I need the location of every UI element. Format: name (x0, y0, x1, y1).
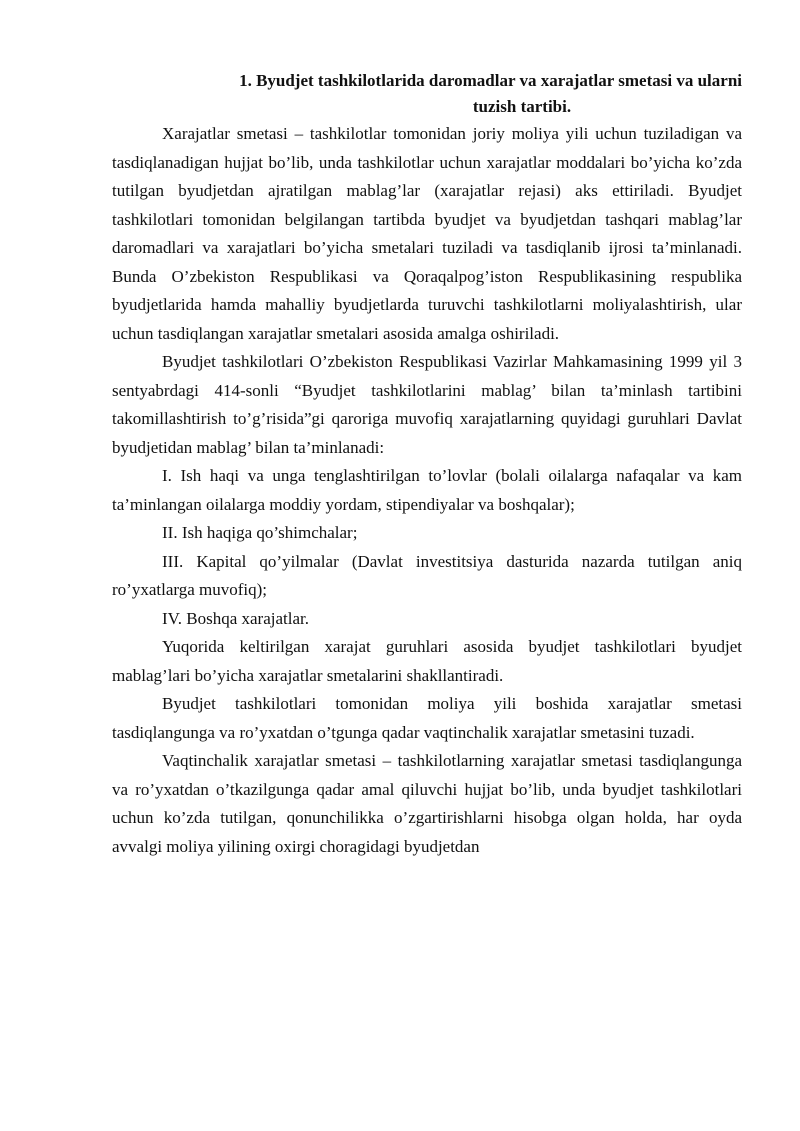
paragraph-group-3: III. Kapital qo’yilmalar (Davlat investitsiya dasturida nazarda tutilgan aniq ro’yxatlarga muvofiq); (112, 551, 742, 599)
paragraph-temporary-smeta: Byudjet tashkilotlari tomonidan moliya yili boshida xarajatlar smetasi tasdiqlangunga va ro’yxatdan o’tgunga qadar vaqtinchalik xarajatlar smetasini tuzadi. (112, 694, 742, 742)
heading-line-2: tuzish tartibi. (472, 97, 572, 116)
paragraph-group-2: II. Ish haqiga qo’shimchalar; (162, 523, 358, 542)
paragraph-resolution: Byudjet tashkilotlari O’zbekiston Respublikasi Vazirlar Mahkamasining 1999 yil 3 sentyabrdagi 414-sonli “Byudjet tashkilotlarini mablag’ bilan ta’minlash tartibini takomillashtirish to’g’risida”gi qaroriga muvofiq xarajatlarning quyidagi guruhlari Davlat byudjetidan mablag’ bilan ta’minlanadi: (112, 352, 742, 457)
paragraph-smeta-definition: Xarajatlar smetasi – tashkilotlar tomonidan joriy moliya yili uchun tuziladigan va tasdiqlanadigan hujjat bo’lib, unda tashkilotlar uchun xarajatlar moddalari bo’yicha ko’zda tutilgan byudjetdan ajratilgan mablag’lar (xarajatlar rejasi) aks ettiriladi. Byudjet tashkilotlari tomonidan belgilangan tartibda byudjet va byudjetdan tashqari mablag’lar daromadlari va xarajatlari bo’yicha smetalari tuziladi va tasdiqlanib ijrosi ta’minlanadi. Bunda O’zbekiston Respublikasi va Qoraqalpog’iston Respublikasining respublika byudjetlarida hamda mahalliy byudjetlarda turuvchi tashkilotlarni moliyalashtirish, ular uchun tasdiqlangan xarajatlar smetalari asosida amalga oshiriladi. (112, 124, 742, 343)
document-page (112, 68, 742, 861)
heading-line-1: 1. Byudjet tashkilotlarida daromadlar va xarajatlar smetasi va ularni (239, 71, 742, 90)
paragraph-temporary-smeta-definition: Vaqtinchalik xarajatlar smetasi – tashkilotlarning xarajatlar smetasi tasdiqlangunga va ro’yxatdan o’tkazilgunga qadar amal qiluvchi hujjat bo’lib, unda byudjet tashkilotlari uchun ko’zda tutilgan, qonunchilikka o’zgartirishlarni hisobga olgan holda, har oyda avvalgi moliya yilining oxirgi choragidagi byudjetdan (112, 751, 742, 856)
section-heading (112, 68, 742, 120)
paragraph-groups-summary: Yuqorida keltirilgan xarajat guruhlari asosida byudjet tashkilotlari byudjet mablag’lari bo’yicha xarajatlar smetalarini shakllantiradi. (112, 637, 742, 685)
paragraph-group-4: IV. Boshqa xarajatlar. (162, 608, 309, 628)
paragraph-group-1: I. Ish haqi va unga tenglashtirilgan to’lovlar (bolali oilalarga nafaqalar va kam ta’minlangan oilalarga moddiy yordam, stipendiyalar va boshqalar); (112, 466, 742, 514)
